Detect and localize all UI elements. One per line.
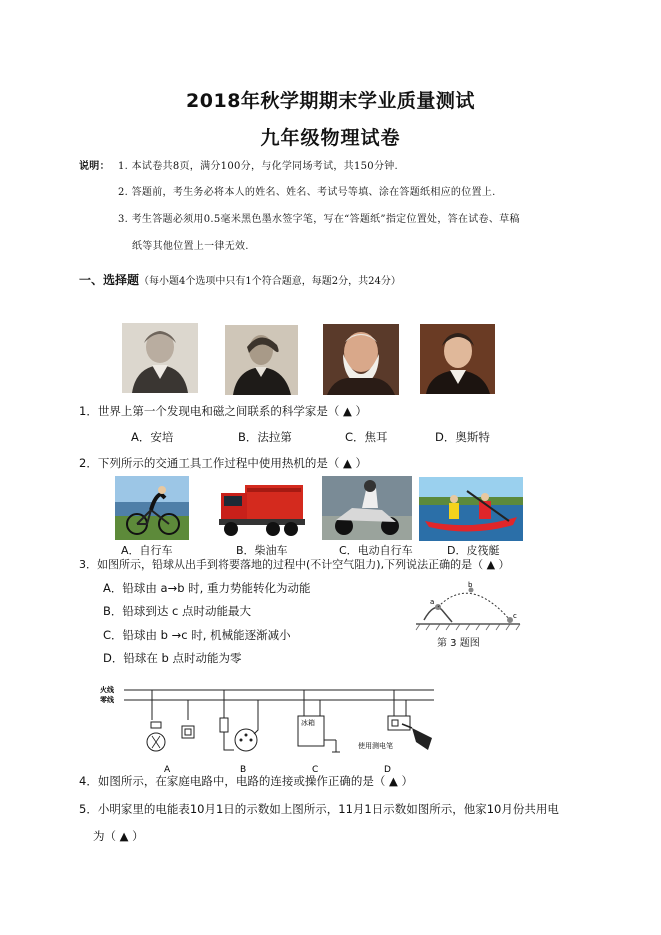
photo-kayak [419,477,523,541]
instruction-2: 2. 答题前，考生务必将本人的姓名、姓名、考试号等填、涂在答题纸相应的位置上. [118,187,496,198]
portrait-ampere [122,323,198,393]
instruction-3-cont: 纸等其他位置上一律无效. [132,241,249,252]
q3-option-a: A．铅球由 a→b 时, 重力势能转化为动能 [103,581,311,595]
q3-point-a: a [430,598,435,606]
q2-caption-c: C．电动自行车 [339,544,413,557]
tester-label: 使用测电笔 [358,742,393,750]
instruction-1: 1. 本试卷共8页，满分100分，与化学同场考试，共150分钟. [118,161,399,172]
q4-stem: 4．如图所示，在家庭电路中，电路的连接或操作正确的是（ ▲ ） [79,774,413,788]
photo-diesel-truck [217,479,306,540]
q1-option-b: B．法拉第 [238,430,292,444]
q3-figure [412,580,524,632]
refrigerator-label: 冰箱 [301,719,315,727]
q2-stem: 2．下列所示的交通工具工作过程中使用热机的是（ ▲ ） [79,456,367,470]
section-note: （每小题4个选项中只有1个符合题意，每题2分，共24分） [139,276,401,287]
circuit-letter-c: C [312,765,319,775]
q1-option-a: A．安培 [131,430,174,444]
q1-stem: 1．世界上第一个发现电和磁之间联系的科学家是（ ▲ ） [79,404,367,418]
q3-option-b: B．铅球到达 c 点时动能最大 [103,604,252,618]
exam-title: 2018年秋学期期末学业质量测试 [186,90,475,112]
instructions-label: 说明： [79,161,110,172]
q3-stem: 3．如图所示，铅球从出手到将要落地的过程中(不计空气阻力),下列说法正确的是（ ▲ ） [79,558,510,571]
q1-option-c: C．焦耳 [345,430,388,444]
portrait-oersted [420,324,495,394]
portrait-faraday [225,325,298,395]
q1-option-d: D．奥斯特 [435,430,490,444]
neutral-wire-label: 零线 [100,696,114,704]
q3-option-d: D．铅球在 b 点时动能为零 [103,651,242,665]
q2-caption-b: B．柴油车 [236,544,288,557]
photo-bicycle [115,476,189,540]
q3-point-b: b [468,581,473,589]
q5-stem-line1: 5．小明家里的电能表10月1日的示数如上图所示，11月1日示数如图所示，他家10月份共用电 [79,802,559,816]
section-heading [79,271,401,288]
section-title: 一、选择题 [79,273,140,287]
circuit-letter-a: A [164,765,171,775]
instruction-3: 3. 考生答题必须用0.5毫米黑色墨水签字笔，写在“答题纸”指定位置处，答在试卷、草稿 [118,214,520,225]
q3-figure-caption: 第 3 题图 [437,638,480,649]
q5-stem-line2: 为（ ▲ ） [93,829,144,843]
household-circuit-figure [98,680,444,776]
q3-option-c: C．铅球由 b →c 时, 机械能逐渐减小 [103,628,291,642]
q2-caption-d: D．皮筏艇 [447,544,500,557]
circuit-letter-b: B [240,765,247,775]
photo-electric-bike [322,476,412,540]
exam-subtitle: 九年级物理试卷 [260,127,401,149]
q2-caption-a: A．自行车 [121,544,173,557]
portrait-joule [323,324,399,395]
live-wire-label: 火线 [100,686,114,694]
q3-point-c: c [513,612,517,620]
circuit-letter-d: D [384,765,391,775]
